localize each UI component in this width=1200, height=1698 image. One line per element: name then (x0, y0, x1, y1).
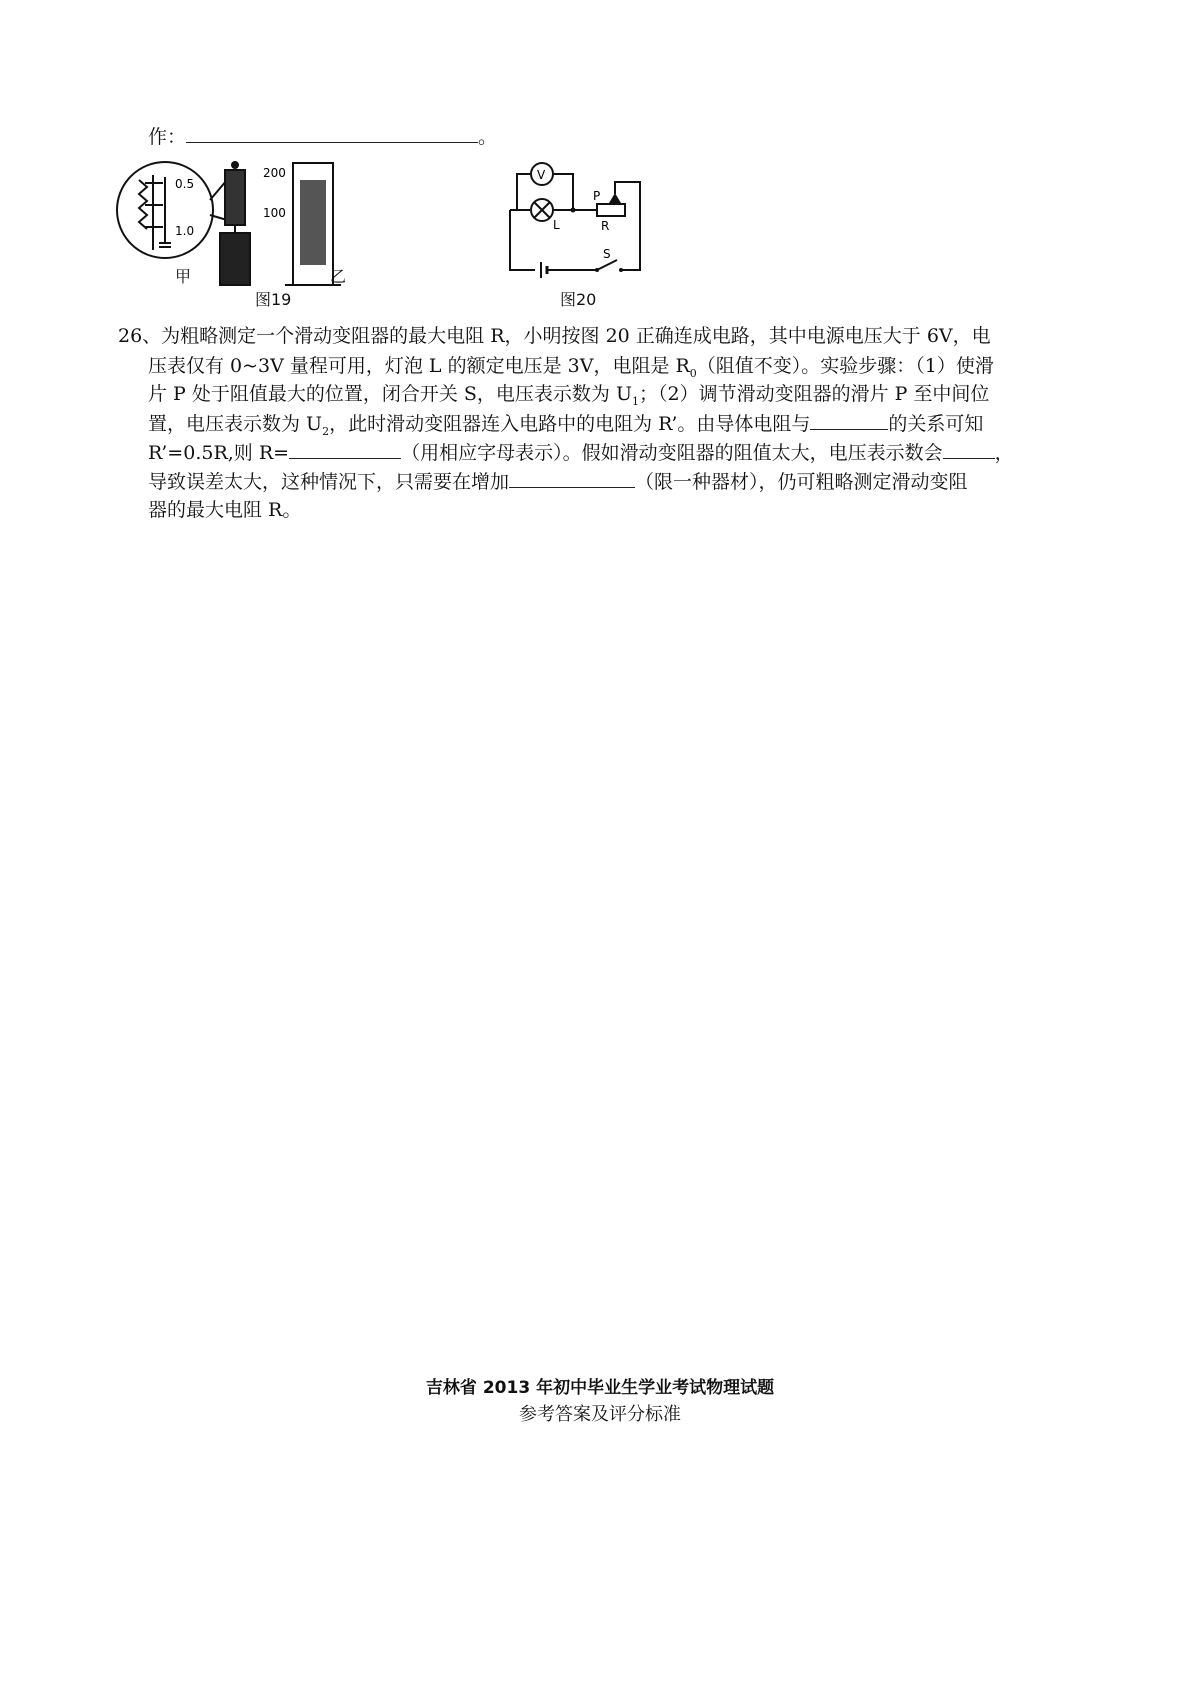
answer-blank (943, 440, 995, 459)
figure-20 (505, 162, 665, 282)
figure20-caption: 图20 (560, 290, 597, 309)
answer-blank (186, 124, 478, 143)
q26-line-1: 26、为粗略测定一个滑动变阻器的最大电阻 R，小明按图 20 正确连成电路，其中电源电压大于 6V，电 (118, 325, 991, 347)
hanging-weight (220, 233, 250, 285)
switch-blade (597, 260, 617, 270)
answer-blank (509, 469, 635, 488)
scale-top-label: 0.5 (175, 177, 195, 191)
q26-line-2: 压表仅有 0~3V 量程可用，灯泡 L 的额定电压是 3V，电阻是 $R_0$（阻值不变）。实验步骤：（1）使滑 (148, 355, 994, 380)
rheostat (597, 204, 625, 216)
cylinder-200-label: 200 (263, 166, 286, 180)
answer-blank (810, 411, 888, 430)
q26-line-6: 导致误差太大，这种情况下，只需要在增加 （限一种器材），仍可粗略测定滑动变阻 (148, 471, 968, 493)
continuation-line (148, 124, 497, 149)
slider-p-label: P (593, 189, 601, 203)
switch-s-label: S (603, 247, 611, 261)
answer-blank (289, 440, 401, 459)
spring-balance (225, 170, 245, 225)
lamp-l-label: L (553, 218, 560, 232)
rheostat-r-label: R (601, 219, 610, 233)
cylinder-100-label: 100 (263, 206, 286, 220)
footer-title: 吉林省 2013 年初中毕业生学业考试物理试题 (425, 1378, 775, 1398)
continuation-prefix: 作： (148, 126, 187, 148)
figure19-jia-label: 甲 (175, 267, 192, 286)
q26-line-3: 片 P 处于阻值最大的位置，闭合开关 S，电压表示数为 $U_1$；（2）调节滑动变阻器的滑片 P 至中间位 (148, 383, 990, 408)
q26-line-5: R’=0.5R,则 R= （用相应字母表示）。假如滑动变阻器的阻值太大，电压表示数会 ， (148, 442, 1014, 464)
q26-line-4: 置，电压表示数为 $U_2$，此时滑动变阻器连入电路中的电阻为 R’。由导体电阻与 的关系可知 (148, 413, 984, 438)
q26-line-7: 器的最大电阻 R。 (148, 499, 302, 521)
continuation-suffix: 。 (478, 126, 498, 148)
voltmeter-label: V (537, 168, 546, 182)
figure19-yi-label: 乙 (330, 267, 347, 286)
figure19-caption: 图19 (255, 290, 292, 309)
scale-bottom-label: 1.0 (175, 224, 195, 238)
footer-subtitle: 参考答案及评分标准 (519, 1404, 681, 1425)
figure-19 (115, 155, 355, 305)
